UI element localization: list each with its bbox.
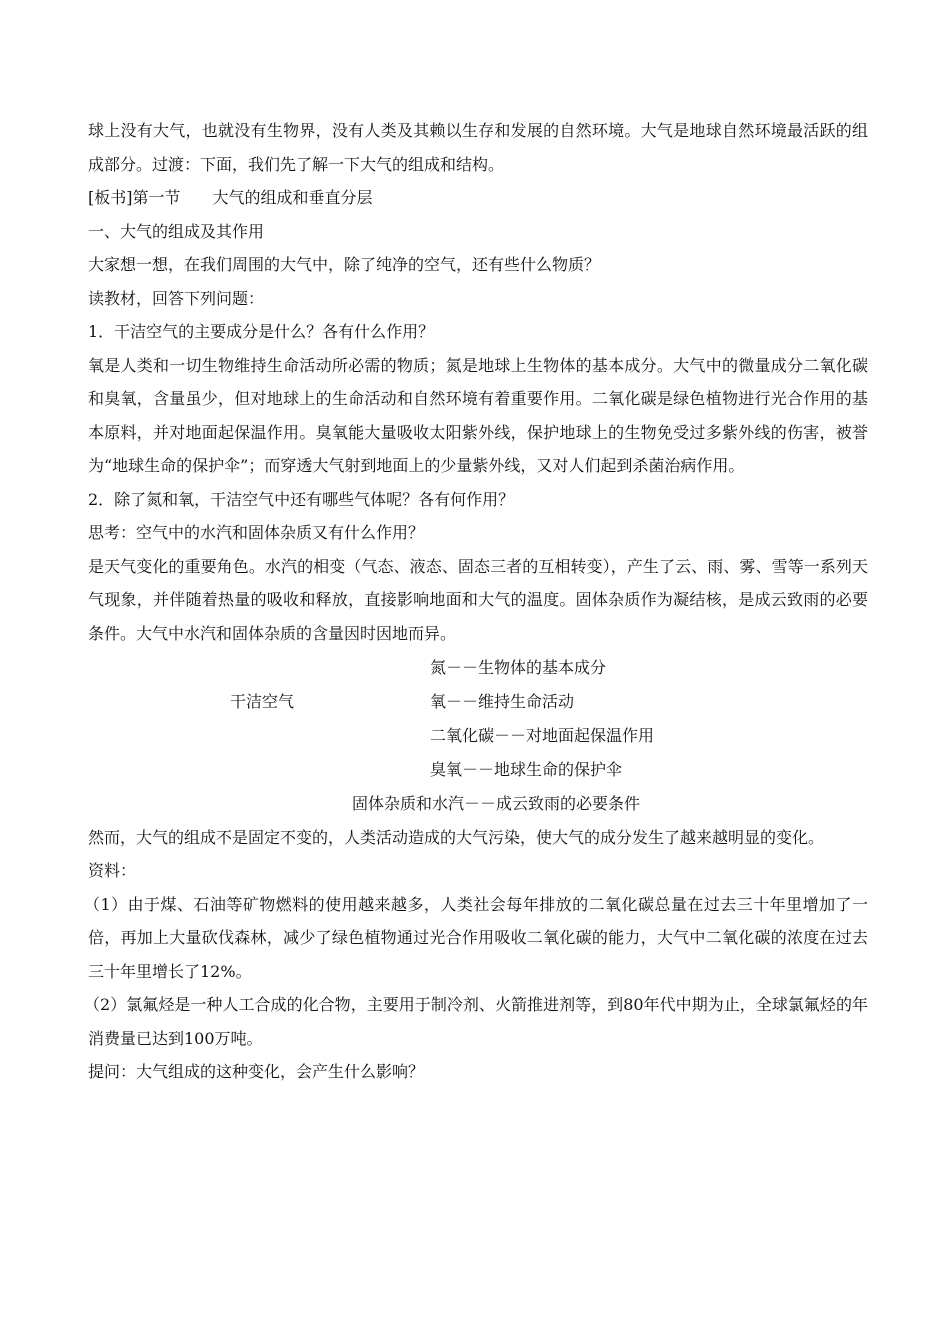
paragraph-change: 然而，大气的组成不是固定不变的，人类活动造成的大气污染，使大气的成分发生了越来越明显的变化。 (88, 827, 825, 847)
document-body (84, 114, 868, 1089)
paragraph-question: 大家想一想，在我们周围的大气中，除了纯净的空气，还有些什么物质？ (88, 255, 601, 274)
diagram-items (430, 651, 654, 787)
composition-diagram (88, 651, 868, 787)
diagram-item-ozone: 臭氧－－地球生命的保护伞 (430, 760, 623, 779)
material-heading: 资料： (88, 861, 137, 880)
diagram-label: 干洁空气 (230, 692, 295, 711)
material-1: （1）由于煤、石油等矿物燃料的使用越来越多，人类社会每年排放的二氧化碳总量在过去三十年里增加了一倍，再加上大量砍伐森林，减少了绿色植物通过光合作用吸收二氧化碳的能力，大气中二氧化碳的浓度在过去三十年里增长了12%。 (84, 894, 868, 981)
diagram-item-co2: 二氧化碳－－对地面起保温作用 (430, 726, 655, 745)
question-2: 2．除了氮和氧，干洁空气中还有哪些气体呢？各有何作用？ (88, 489, 515, 509)
diagram-item-oxygen: 氧－－维持生命活动 (430, 692, 575, 711)
paragraph-intro: 球上没有大气，也就没有生物界，没有人类及其赖以生存和发展的自然环境。大气是地球自然环境最活跃的组成部分。过渡：下面，我们先了解一下大气的组成和结构。 (88, 121, 868, 174)
diagram-item-nitrogen: 氮－－生物体的基本成分 (430, 658, 607, 677)
final-question: 提问：大气组成的这种变化，会产生什么影响？ (88, 1062, 425, 1081)
answer-thinking: 是天气变化的重要角色。水汽的相变（气态、液态、固态三者的互相转变），产生了云、雨、雾、雪等一系列天气现象，并伴随着热量的吸收和释放，直接影响地面和大气的温度。固体杂质作为凝结核，是成云致雨的必要条件。大气中水汽和固体杂质的含量因时因地而异。 (88, 556, 868, 643)
question-1: 1．干洁空气的主要成分是什么？各有什么作用？ (88, 322, 435, 341)
answer-1: 氧是人类和一切生物维持生命活动所必需的物质；氮是地球上生物体的基本成分。大气中的微量成分二氧化碳和臭氧，含量虽少，但对地球上的生命活动和自然环境有着重要作用。二氧化碳是绿色植物进行光合作用的基本原料，并对地面起保温作用。臭氧能大量吸收太阳紫外线，保护地球上的生物免受过多紫外线的伤害，被誉为“地球生命的保护伞”；而穿透大气射到地面上的少量紫外线，又对人们起到杀菌治病作用。 (88, 355, 868, 475)
material-2: （2）氯氟烃是一种人工合成的化合物，主要用于制冷剂、火箭推进剂等，到80年代中期为止，全球氯氟烃的年消费量已达到100万吨。 (84, 995, 868, 1048)
subsection-heading: 一、大气的组成及其作用 (88, 221, 265, 241)
diagram-solid-water-line: 固体杂质和水汽－－成云致雨的必要条件 (351, 794, 640, 813)
section-title: [板书]第一节 大气的组成和垂直分层 (88, 188, 373, 207)
paragraph-instruction: 读教材，回答下列问题： (88, 288, 265, 308)
thinking-question: 思考：空气中的水汽和固体杂质又有什么作用？ (88, 523, 425, 542)
